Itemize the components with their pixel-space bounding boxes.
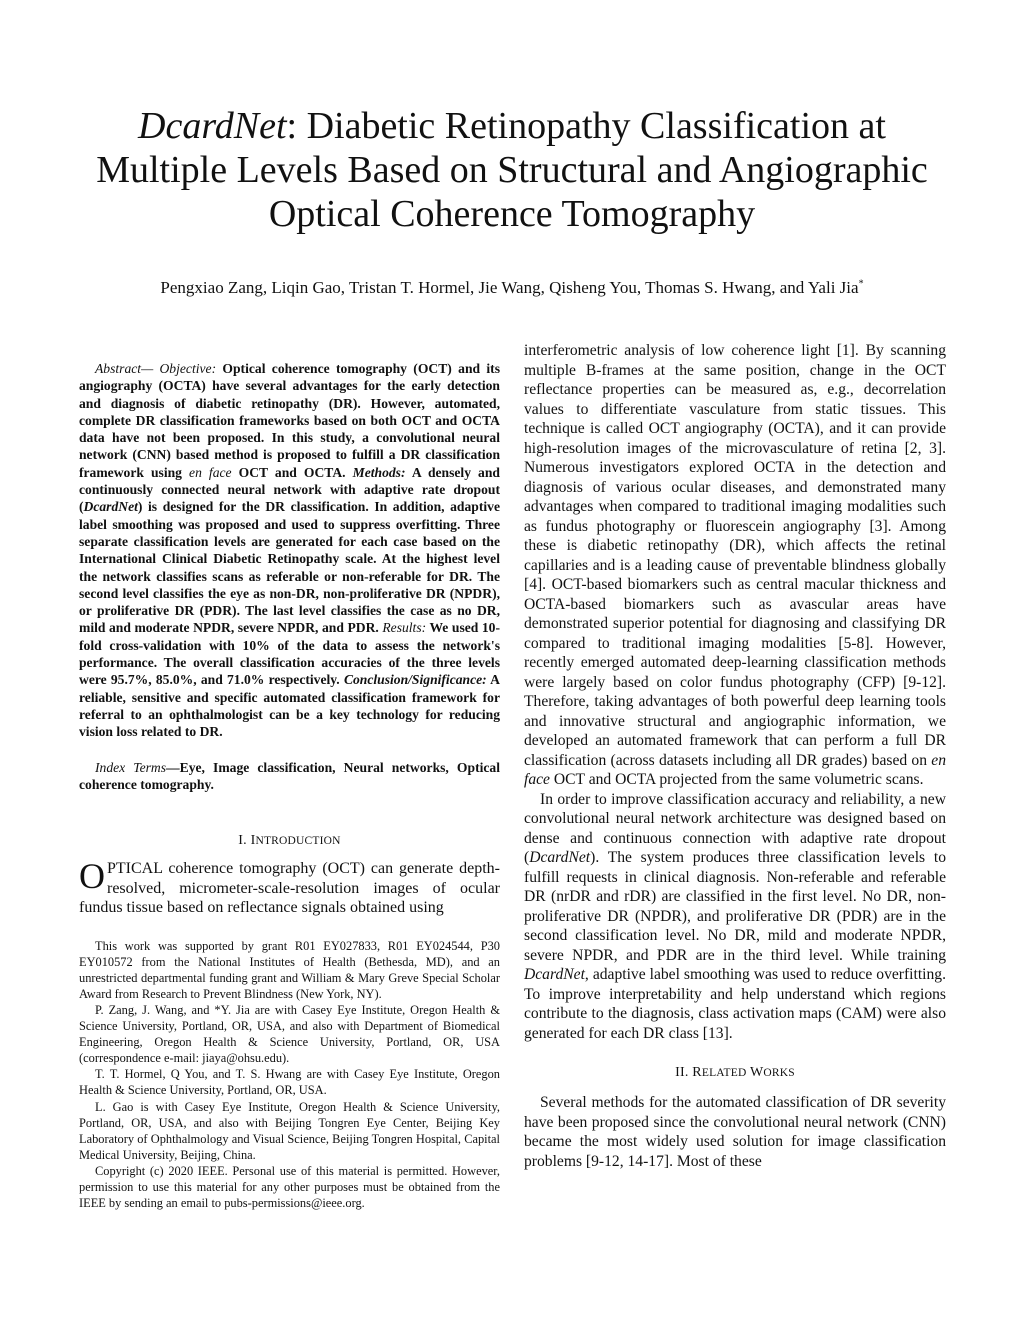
- title-rest: : Diabetic Retinopathy Classification at Multiple Levels Based on Structural and Angiographic Optical Coherence Tomography: [96, 105, 928, 235]
- abstract-text-2: OCT and OCTA.: [238, 464, 346, 480]
- section-heading-introduction: [79, 833, 500, 849]
- author-list: [80, 278, 944, 298]
- footnote-funding: This work was supported by grant R01 EY027833, R01 EY024544, P30 EY010572 from the National Institutes of Health (Bethesda, MD), and an unrestricted departmental funding grant and William & Mary Greve Special Scholar Award from Research to Prevent Blindness (New York, NY).: [79, 938, 500, 1001]
- footnote-affiliation-1: P. Zang, J. Wang, and *Y. Jia are with Casey Eye Institute, Oregon Health & Science University, Portland, OR, USA, and also with Department of Biomedical Engineering, Oregon Health & Science University, Portland, OR, USA (correspondence e-mail: jiaya@ohsu.edu).: [79, 1003, 500, 1066]
- section-initial: R: [692, 1065, 702, 1080]
- intro-p2-text-3: , adaptive label smoothing was used to reduce overfitting. To improve interpretability and help understand which regions contribute to the diagnosis, class activation maps (CAM) were also generated for each DR class [13].: [524, 966, 946, 1042]
- section-numeral: I.: [238, 833, 247, 849]
- index-terms-text: —Eye, Image classification, Neural networks, Optical coherence tomography.: [79, 759, 500, 792]
- footnote-affiliation-3: L. Gao is with Casey Eye Institute, Oregon Health & Science University, Portland, OR, USA, and also with Beijing Tongren Eye Center, Beijing Key Laboratory of Ophthalmology and Visual Science, Beijing Tongren Hospital, Capital Medical University, Beijing, China.: [79, 1099, 500, 1162]
- left-column: [79, 360, 500, 1211]
- footnote-copyright: Copyright (c) 2020 IEEE. Personal use of this material is permitted. However, permission to use this material for any other purposes must be obtained from the IEEE by sending an email to pubs-permissions@ieee.org.: [79, 1163, 500, 1211]
- abstract-objective-label: Objective:: [159, 361, 217, 376]
- footnotes: [79, 938, 500, 1212]
- abstract-text-6: A reliable, sensitive and specific automated classification framework for referral to an ophthalmologist can be a key technology for reducing vision loss related to DR.: [79, 672, 500, 740]
- intro-text: coherence tomography (OCT) can generate depth-resolved, micrometer-scale-resolution images of ocular fundus tissue based on reflectance signals obtained using: [79, 860, 500, 917]
- abstract-label: Abstract—: [95, 361, 154, 376]
- intro-p2-dcardnet-2: DcardNet: [524, 966, 585, 983]
- abstract-text-4: ) is designed for the DR classification. In addition, adaptive label smoothing was proposed and used to suppress overfitting. Three separate classification levels are generated for each case based on the International Clinical Diabetic Retinopathy scale. At the highest level the network classifies scans as referable or non-referable for DR. The second level classifies the eye as non-DR, non-proliferative DR (NPDR), or proliferative DR (PDR). The last level classifies the case as no DR, mild and moderate NPDR, severe NPDR, and PDR.: [79, 499, 500, 636]
- index-terms: [79, 759, 500, 794]
- author-names: Pengxiao Zang, Liqin Gao, Tristan T. Hormel, Jie Wang, Qisheng You, Thomas S. Hwang, and Yali Jia: [160, 278, 859, 297]
- section-smallcaps-2: ORKS: [763, 1067, 795, 1079]
- footnote-affiliation-2: T. T. Hormel, Q You, and T. S. Hwang are with Casey Eye Institute, Oregon Health & Science University, Portland, OR, USA.: [79, 1067, 500, 1098]
- drop-cap: O: [79, 856, 105, 897]
- intro-p2-text-2: ). The system produces three classification levels to fulfill requests in clinical diagnosis. Non-referable and referable DR (nrDR and rDR) are classified in the first level. No DR, non-proliferative DR (NPDR), and proliferative DR (PDR) are in the second classification level. No DR, mild and moderate NPDR, severe NPDR, and PDR are in the third level. While training: [524, 849, 946, 964]
- abstract-methods-label: Methods:: [352, 464, 406, 480]
- intro-paragraph-continued: [524, 341, 946, 790]
- section-numeral: II.: [675, 1065, 689, 1080]
- intro-cont-text-2: OCT and OCTA projected from the same volumetric scans.: [553, 771, 924, 788]
- abstract-text-3: A densely and continuously connected neural network with adaptive rate dropout (: [79, 464, 500, 515]
- section-initial: I: [250, 833, 256, 849]
- abstract-text-5: We used 10-fold cross-validation with 10% of the data to assess the network's performance. The overall classification accuracies of the three levels were 95.7%, 85.0%, and 71.0% respectively.: [79, 620, 500, 688]
- intro-p2-dcardnet: DcardNet: [529, 849, 591, 866]
- index-terms-label: Index Terms: [95, 759, 167, 775]
- introduction-paragraph: [79, 856, 500, 918]
- intro-p2-text-1: In order to improve classification accuracy and reliability, a new convolutional neural network architecture was designed based on dense and continuous connection with adaptive rate dropout (: [524, 790, 946, 866]
- abstract: [79, 360, 500, 741]
- right-column: [524, 341, 946, 1171]
- abstract-text-1: Optical coherence tomography (OCT) and its angiography (OCTA) have several advantages for the early detection and diagnosis of diabetic retinopathy (DR). However, automated, complete DR classification frameworks based on both OCT and OCTA data have not been proposed. In this study, a convolutional neural network (CNN) based method is proposed to fulfill a DR classification framework using: [79, 361, 500, 480]
- title-method-name: DcardNet: [138, 105, 287, 147]
- abstract-conclusion-label: Conclusion/Significance:: [343, 672, 487, 688]
- section-heading-related-works: [524, 1065, 946, 1081]
- section-smallcaps: NTRODUCTION: [255, 835, 341, 848]
- corresponding-author-marker: *: [858, 278, 864, 290]
- intro-cont-en-face: en face: [524, 751, 946, 788]
- intro-cont-text-1: interferometric analysis of low coherence light [1]. By scanning multiple B-frames at the same position, change in the OCT reflectance properties can be measured as, e.g., decorrelation values to differentiate vasculature from static tissues. This technique is called OCT angiography (OCTA), and it can provide high-resolution images of the microvasculature of retina [2, 3]. Numerous investigators explored OCTA in the detection and diagnosis of various ocular diseases, and demonstrated many advantages when compared to traditional imaging modalities such as fundus photography or fluorescein angiography [3]. Among these is diabetic retinopathy (DR), which affects the retinal capillaries and is a leading cause of preventable blindness globally [4]. OCT-based biomarkers such as central macular thickness and OCTA-based biomarkers such as avascular areas have demonstrated superior potential for diagnosing and classifying DR compared to traditional imaging modalities [5-8]. However, recently emerged automated deep-learning classification methods were largely based on color fundus photography (CFP) [9-12]. Therefore, taking advantages of both powerful deep learning tools and innovative structural and angiographic information, we developed an automated framework that can perform a full DR classification (across datasets including all DR grades) based on: [524, 342, 946, 769]
- abstract-results-label: Results:: [382, 620, 427, 636]
- section-initial-2: W: [749, 1065, 764, 1080]
- intro-paragraph-2: [524, 790, 946, 1044]
- related-works-paragraph: Several methods for the automated classification of DR severity have been proposed since the convolutional neural network (CNN) became the most widely used solution for image classification problems [9-12, 14-17]. Most of these: [524, 1094, 946, 1170]
- section-smallcaps: ELATED: [701, 1067, 747, 1079]
- paper-title: [80, 104, 944, 236]
- abstract-dcardnet: DcardNet: [83, 499, 138, 515]
- abstract-en-face: en face: [189, 464, 232, 480]
- intro-caps: PTICAL: [107, 860, 163, 878]
